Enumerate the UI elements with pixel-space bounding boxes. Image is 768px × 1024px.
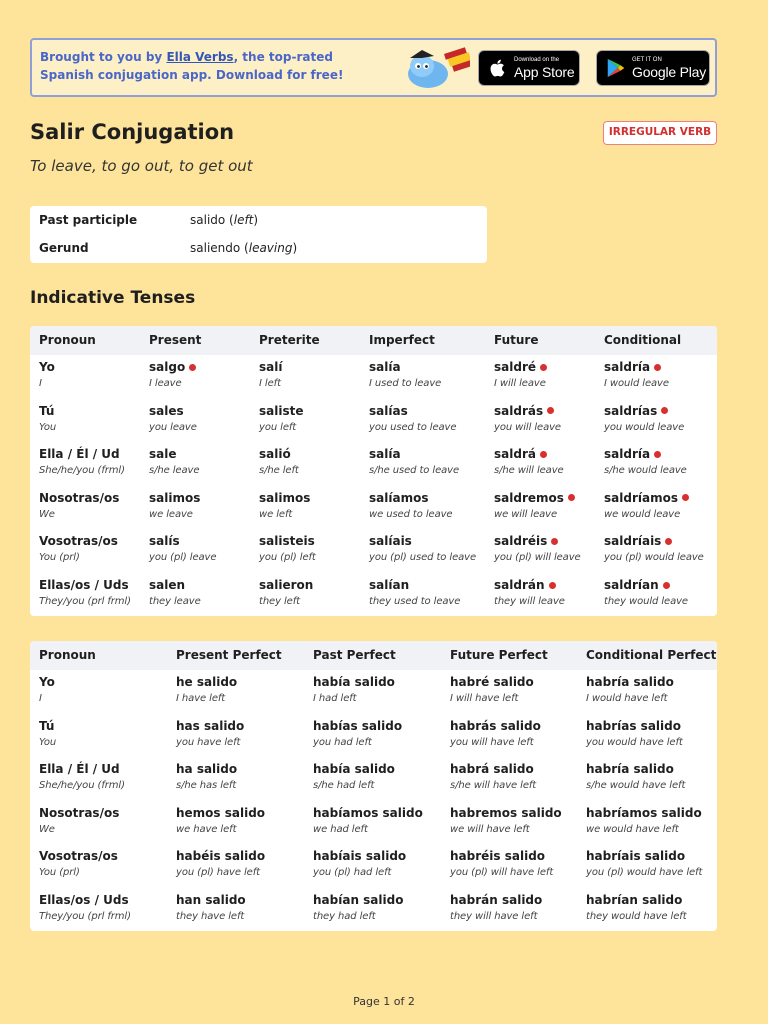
conjugation-cell: salió s/he left bbox=[259, 447, 299, 477]
conjugation-cell: salían they used to leave bbox=[369, 578, 461, 607]
google-play-button[interactable]: GET IT ON Google Play bbox=[596, 50, 710, 86]
column-header: Conditional bbox=[604, 333, 682, 347]
conjugation-cell: sale s/he leave bbox=[149, 447, 200, 477]
irregular-dot-icon bbox=[682, 494, 689, 501]
conjugation-cell: salía s/he used to leave bbox=[369, 447, 460, 477]
pronoun-cell: Yo I bbox=[39, 675, 55, 704]
conjugation-cell: sales you leave bbox=[149, 403, 197, 433]
irregular-dot-icon bbox=[189, 364, 196, 371]
verb-forms-card bbox=[30, 206, 487, 263]
conjugation-cell: salías you used to leave bbox=[369, 403, 457, 433]
conjugation-cell: habríamos salido we would have left bbox=[586, 805, 702, 835]
column-header: Preterite bbox=[259, 333, 320, 347]
conjugation-cell: salgo I leave bbox=[149, 360, 196, 389]
conjugation-cell: salen they leave bbox=[149, 578, 201, 607]
app-store-button[interactable]: Download on the App Store bbox=[478, 50, 580, 86]
conjugation-cell: salí I left bbox=[259, 360, 283, 389]
section-title: Indicative Tenses bbox=[30, 288, 196, 308]
irregular-dot-icon bbox=[540, 451, 547, 458]
column-header: Pronoun bbox=[39, 648, 96, 662]
pronoun-cell: Ella / Él / Ud She/he/you (frml) bbox=[39, 762, 125, 792]
conjugation-cell: saldrás you will leave bbox=[494, 403, 561, 433]
conjugation-cell: saliste you left bbox=[259, 403, 304, 433]
column-header: Pronoun bbox=[39, 333, 96, 347]
irregular-dot-icon bbox=[549, 582, 556, 589]
irregular-dot-icon bbox=[654, 364, 661, 371]
irregular-dot-icon bbox=[551, 538, 558, 545]
promo-banner bbox=[30, 38, 717, 97]
pronoun-cell: Vosotras/os You (prl) bbox=[39, 534, 118, 564]
conjugation-cell: habrían salido they would have left bbox=[586, 893, 687, 922]
pronoun-cell: Nosotras/os We bbox=[39, 490, 120, 520]
perfect-tenses-table bbox=[30, 641, 717, 931]
column-header: Future Perfect bbox=[450, 648, 548, 662]
conjugation-cell: habría salido I would have left bbox=[586, 675, 674, 704]
conjugation-cell: saldría I would leave bbox=[604, 360, 669, 389]
conjugation-cell: hemos salido we have left bbox=[176, 805, 266, 835]
banner-text: Brought to you by Ella Verbs, the top-rated Spanish conjugation app. Download for free! bbox=[40, 50, 344, 82]
apple-icon bbox=[487, 57, 509, 79]
conjugation-cell: saldrá s/he will leave bbox=[494, 447, 564, 477]
page-title: Salir Conjugation bbox=[30, 120, 235, 144]
conjugation-cell: saldréis you (pl) will leave bbox=[494, 534, 581, 564]
conjugation-cell: habré salido I will have left bbox=[450, 675, 534, 704]
pronoun-cell: Tú You bbox=[39, 718, 57, 748]
conjugation-cell: habéis salido you (pl) have left bbox=[176, 849, 266, 879]
conjugation-cell: había salido I had left bbox=[313, 675, 395, 704]
conjugation-cell: habrías salido you would have left bbox=[586, 718, 683, 748]
ella-verbs-link[interactable]: Ella Verbs bbox=[166, 50, 234, 64]
table-header bbox=[30, 641, 717, 670]
column-header: Future bbox=[494, 333, 539, 347]
conjugation-cell: habíais salido you (pl) had left bbox=[313, 849, 407, 879]
column-header: Imperfect bbox=[369, 333, 435, 347]
conjugation-cell: habréis salido you (pl) will have left bbox=[450, 849, 554, 879]
conjugation-cell: salís you (pl) leave bbox=[149, 534, 217, 564]
conjugation-cell: habrá salido s/he will have left bbox=[450, 762, 537, 792]
conjugation-cell: saldrían they would leave bbox=[604, 578, 688, 607]
pronoun-cell: Nosotras/os We bbox=[39, 805, 120, 835]
conjugation-cell: habría salido s/he would have left bbox=[586, 762, 686, 792]
irregular-dot-icon bbox=[540, 364, 547, 371]
conjugation-cell: habrás salido you will have left bbox=[450, 718, 541, 748]
conjugation-cell: ha salido s/he has left bbox=[176, 762, 238, 792]
conjugation-cell: salimos we left bbox=[259, 490, 311, 520]
conjugation-cell: habían salido they had left bbox=[313, 893, 404, 922]
conjugation-cell: salíais you (pl) used to leave bbox=[369, 534, 477, 564]
conjugation-cell: salimos we leave bbox=[149, 490, 201, 520]
mascot-icon bbox=[404, 44, 470, 92]
column-header: Conditional Perfect bbox=[586, 648, 717, 662]
conjugation-cell: habríais salido you (pl) would have left bbox=[586, 849, 703, 879]
conjugation-cell: salíamos we used to leave bbox=[369, 490, 453, 520]
conjugation-cell: han salido they have left bbox=[176, 893, 246, 922]
irregular-dot-icon bbox=[547, 407, 554, 414]
google-play-icon bbox=[605, 57, 627, 79]
irregular-dot-icon bbox=[663, 582, 670, 589]
simple-tenses-table bbox=[30, 326, 717, 616]
conjugation-cell: habrán salido they will have left bbox=[450, 893, 543, 922]
gerund-row: Gerund saliendo (leaving) bbox=[39, 241, 298, 255]
conjugation-cell: saldríais you (pl) would leave bbox=[604, 534, 704, 564]
pronoun-cell: Yo I bbox=[39, 360, 55, 389]
conjugation-cell: saldremos we will leave bbox=[494, 491, 575, 520]
column-header: Present bbox=[149, 333, 202, 347]
irregular-verb-badge: IRREGULAR VERB bbox=[603, 121, 717, 145]
past-participle-row: Past participle salido (left) bbox=[39, 213, 259, 227]
pronoun-cell: Vosotras/os You (prl) bbox=[39, 849, 118, 879]
pronoun-cell: Ella / Él / Ud She/he/you (frml) bbox=[39, 447, 125, 477]
verb-translation: To leave, to go out, to get out bbox=[30, 157, 253, 175]
conjugation-cell: había salido s/he had left bbox=[313, 762, 395, 792]
column-header: Present Perfect bbox=[176, 648, 282, 662]
conjugation-cell: has salido you have left bbox=[176, 718, 245, 748]
irregular-dot-icon bbox=[568, 494, 575, 501]
conjugation-cell: saldrán they will leave bbox=[494, 578, 565, 607]
conjugation-cell: habremos salido we will have left bbox=[450, 805, 562, 835]
conjugation-cell: salieron they left bbox=[259, 578, 314, 607]
conjugation-cell: habías salido you had left bbox=[313, 718, 403, 748]
irregular-dot-icon bbox=[661, 407, 668, 414]
conjugation-cell: saldré I will leave bbox=[494, 360, 546, 389]
pronoun-cell: Ellas/os / Uds They/you (prl frml) bbox=[39, 578, 131, 607]
table-header bbox=[30, 326, 717, 355]
pronoun-cell: Ellas/os / Uds They/you (prl frml) bbox=[39, 893, 131, 922]
conjugation-cell: salía I used to leave bbox=[369, 360, 442, 389]
pronoun-cell: Tú You bbox=[39, 403, 57, 433]
conjugation-cell: habíamos salido we had left bbox=[313, 805, 423, 835]
conjugation-cell: saldrías you would leave bbox=[604, 403, 685, 433]
conjugation-cell: saldría s/he would leave bbox=[604, 447, 687, 477]
conjugation-cell: salisteis you (pl) left bbox=[259, 534, 316, 564]
irregular-dot-icon bbox=[654, 451, 661, 458]
conjugation-cell: saldríamos we would leave bbox=[604, 491, 689, 520]
page-number: Page 1 of 2 bbox=[353, 995, 415, 1008]
column-header: Past Perfect bbox=[313, 648, 396, 662]
irregular-dot-icon bbox=[665, 538, 672, 545]
conjugation-cell: he salido I have left bbox=[176, 675, 238, 704]
